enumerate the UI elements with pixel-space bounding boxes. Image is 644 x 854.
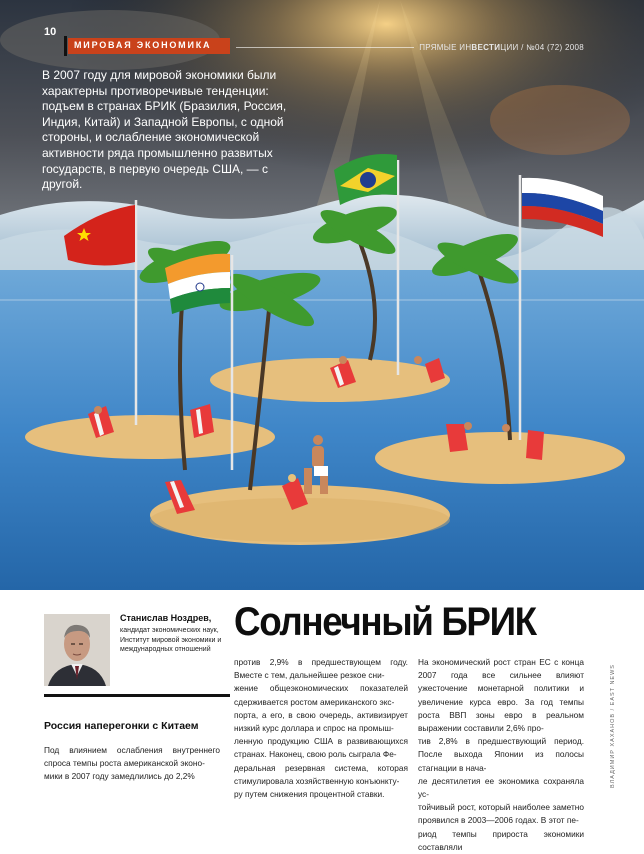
publication-suffix: ЦИИ / №04 (72) 2008: [500, 43, 584, 52]
publication-bold: ВЕСТИ: [471, 43, 501, 52]
photo-credit: [602, 600, 616, 800]
author-bio: кандидат экономических наук, Институт мировой экономики и международных отношений: [120, 627, 222, 653]
running-head: [419, 43, 584, 52]
author-portrait: [44, 614, 110, 686]
article-subhead: Россия наперегонки с Китаем: [44, 720, 199, 732]
section-marker: [64, 36, 67, 56]
body-column-3: На экономический рост стран ЕС с конца 2007 года все сильнее влияют ужесточение монетарной политики и увеличение курса евро. За год темпы роста ВВП зоны евро в реальном выражении составили 2,6% про- тив 2,8% в предшествующий период. После выхода Японии из полосы стагнации в нача- ле десятилетия ее экономика сохраняла ус- тойчивый рост, который наиболее заметно проявился в 2003—2006 годах. В этот пе- риод темпы прироста экономики составляли: [418, 657, 584, 852]
page-number: 10: [44, 26, 57, 38]
article-title: Солнечный БРИК: [234, 600, 536, 644]
lead-paragraph: В 2007 году для мировой экономики были характерны противоречивые тенденции: подъем в странах БРИК (Бразилия, Россия, Индия, Китай) и Западной Европы, с одной стороны, и ослабление экономической активности ряда промышленно развитых государств, в первую очередь США, — с другой.: [42, 68, 287, 192]
header-rule: [236, 47, 414, 48]
photo-credit-text: ВЛАДИМИР ХАХАНОВ / EAST NEWS: [610, 664, 616, 788]
author-name: Станислав Ноздрев,: [120, 613, 212, 623]
section-label: МИРОВАЯ ЭКОНОМИКА: [74, 40, 212, 50]
body-column-2: против 2,9% в предшествующем году. Вместе с тем, дальнейшее резкое сни- жение общеэкономических показателей сдерживается ростом американского экс- порта, а его, в свою очередь, активизирует низкий курс доллара и спрос на промыш- ленную продукцию США в развивающихся странах. Наконец, свою роль сыграла Фе- деральная резервная система, которая стимулировала хозяйственную конъюнкту- ру путем снижения процентной ставки.: [234, 657, 408, 800]
body-column-1: Под влиянием ослабления внутреннего спроса темпы роста американской эконо- мики в 2007 году замедлились до 2,2%: [44, 745, 220, 782]
sidebar-rule: [44, 694, 230, 697]
author-photo: [44, 614, 110, 686]
publication-prefix: ПРЯМЫЕ ИН: [419, 43, 472, 52]
